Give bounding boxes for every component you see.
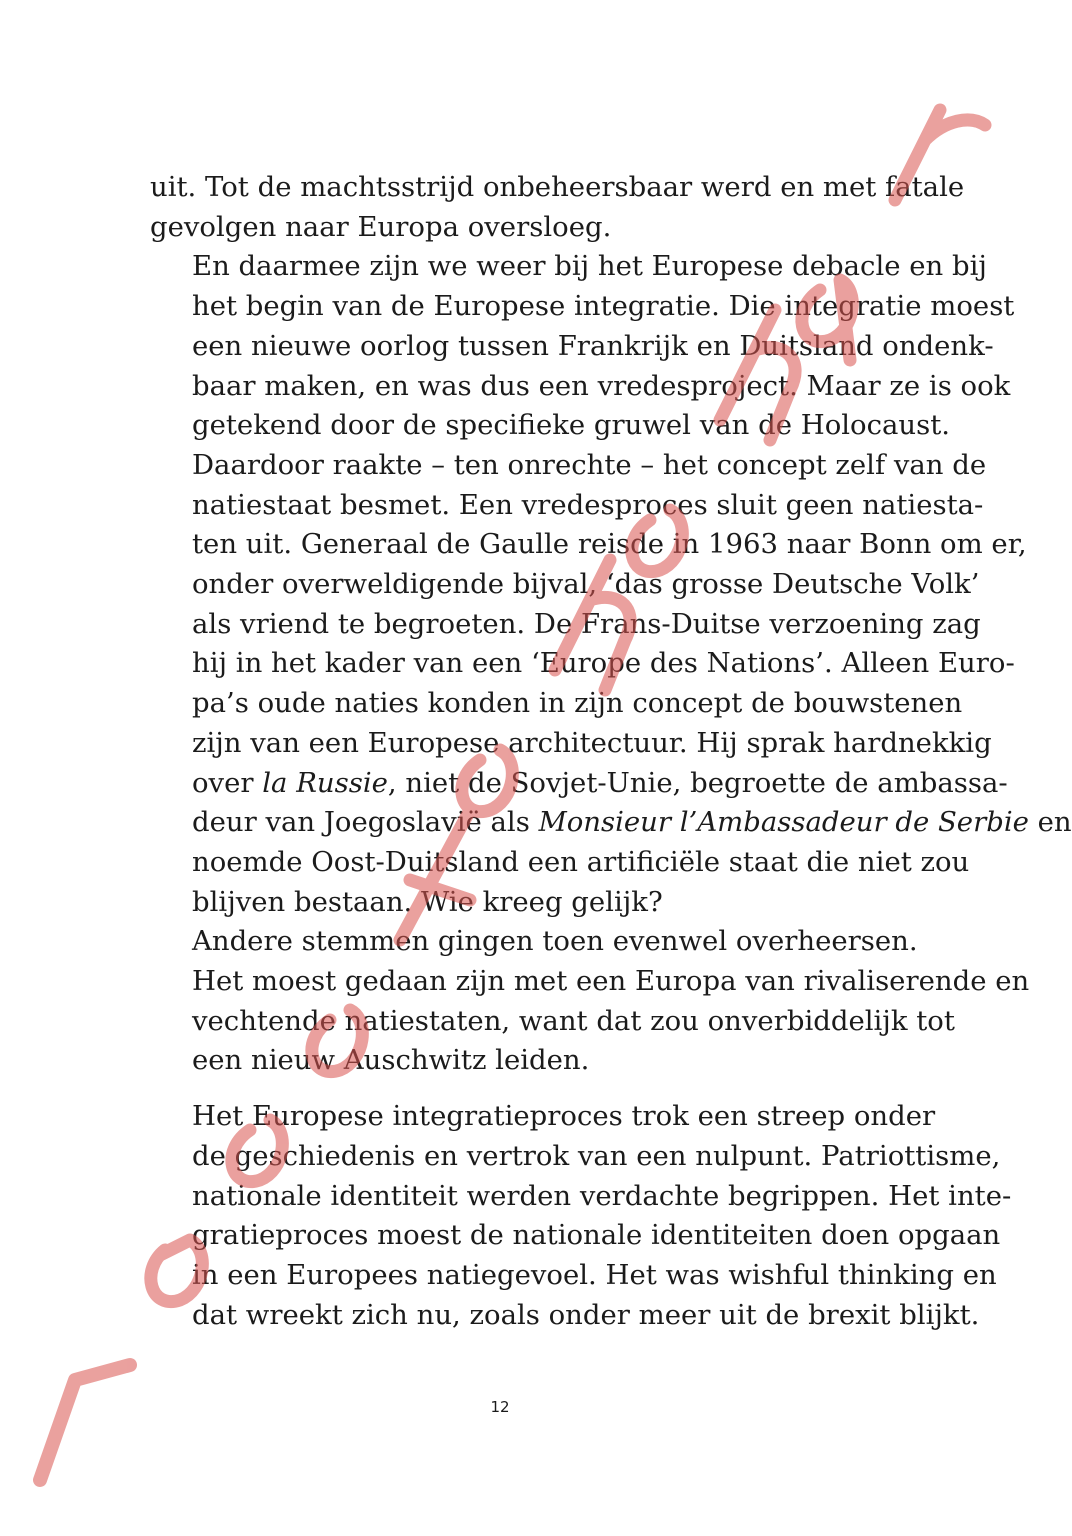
text-line: pa’s oude naties konden in zijn concept de bouwstenen xyxy=(192,687,963,720)
page-number: 12 xyxy=(490,1398,510,1416)
paragraph-3 xyxy=(150,922,1030,1081)
paragraph-2 xyxy=(150,247,1072,922)
text-line: Het Europese integratieproces trok een streep onder xyxy=(192,1100,936,1133)
paragraph-1 xyxy=(150,168,965,247)
text-line: Het moest gedaan zijn met een Europa van rivaliserende en xyxy=(192,965,1030,998)
text-line: een nieuwe oorlog tussen Frankrijk en Duitsland ondenk- xyxy=(192,329,994,362)
text-line: als vriend te begroeten. De Frans-Duitse verzoening zag xyxy=(192,607,981,640)
text-line: noemde Oost-Duitsland een artificiële staat die niet zou xyxy=(192,845,970,878)
text-line: dat wreekt zich nu, zoals onder meer uit de brexit blijkt. xyxy=(192,1298,980,1331)
text-line: baar maken, en was dus een vredesproject. Maar ze is ook xyxy=(192,369,1011,402)
text-line: gevolgen naar Europa oversloeg. xyxy=(150,210,612,243)
italic-phrase: Monsieur l’Ambassadeur de Serbie xyxy=(538,806,1029,839)
text-line: gratieproces moest de nationale identiteiten doen opgaan xyxy=(192,1219,1001,1252)
body-text xyxy=(150,168,1072,1335)
text-line: blijven bestaan. Wie kreeg gelijk? xyxy=(192,885,663,918)
text-line: natiestaat besmet. Een vredesproces sluit geen natiesta- xyxy=(192,488,984,521)
paragraph-gap xyxy=(150,1081,852,1097)
text-line: Andere stemmen gingen toen evenwel overheersen. xyxy=(192,925,918,958)
text-line-with-italic xyxy=(150,764,1008,804)
text-line: En daarmee zijn we weer bij het Europese debacle en bij xyxy=(192,250,987,283)
text-line: een nieuw Auschwitz leiden. xyxy=(192,1044,590,1077)
text-line: getekend door de specifieke gruwel van de Holocaust. xyxy=(192,409,951,442)
text-line-with-italic xyxy=(150,803,1072,843)
text-run: , niet de Sovjet-Unie, begroette de ambassa- xyxy=(387,766,1008,799)
text-line: Daardoor raakte – ten onrechte – het concept zelf van de xyxy=(192,448,987,481)
text-line: vechtende natiestaten, want dat zou onverbiddelijk tot xyxy=(192,1004,955,1037)
text-line: hij in het kader van een ‘Europe des Nations’. Alleen Euro- xyxy=(192,647,1015,680)
text-line: in een Europees natiegevoel. Het was wishful thinking en xyxy=(192,1258,997,1291)
text-run: en xyxy=(1028,806,1072,839)
italic-phrase: la Russie xyxy=(262,766,388,799)
text-line: zijn van een Europese architectuur. Hij sprak hardnekkig xyxy=(192,726,992,759)
text-line: nationale identiteit werden verdachte begrippen. Het inte- xyxy=(192,1179,1012,1212)
text-line: uit. Tot de machtsstrijd onbeheersbaar werd en met fatale xyxy=(150,171,965,203)
text-run: deur van Joegoslavië als xyxy=(192,806,539,839)
text-line: de geschiedenis en vertrok van een nulpunt. Patriottisme, xyxy=(192,1139,1001,1172)
text-line: ten uit. Generaal de Gaulle reisde in 1963 naar Bonn om er, xyxy=(192,528,1027,561)
text-line: het begin van de Europese integratie. Die integratie moest xyxy=(192,290,1015,323)
text-run: over xyxy=(192,766,263,799)
watermark-stroke xyxy=(40,1365,130,1480)
text-line: onder overweldigende bijval, ‘das grosse Deutsche Volk’ xyxy=(192,568,980,601)
paragraph-4 xyxy=(150,1097,1012,1335)
